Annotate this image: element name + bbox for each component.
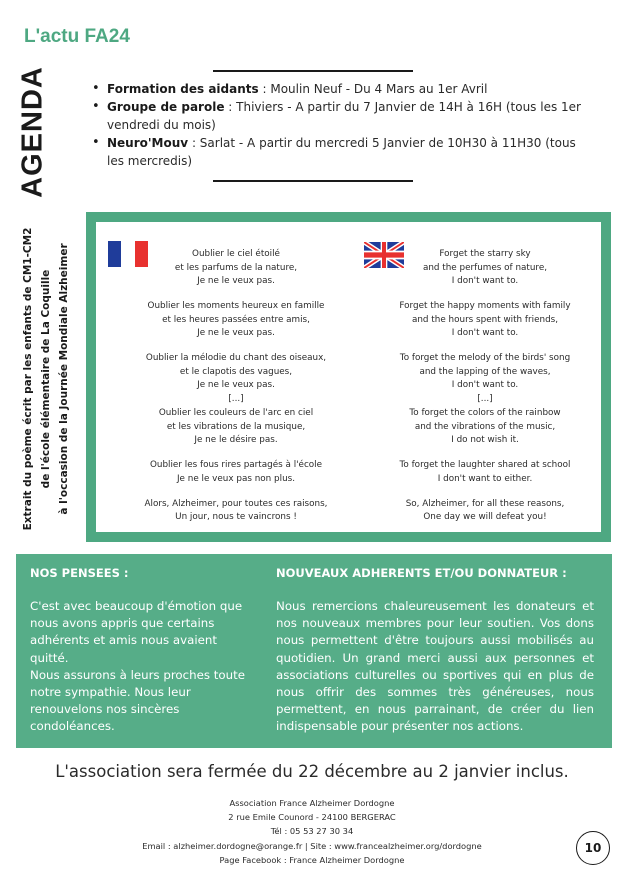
footer-address: 2 rue Emile Counord - 24100 BERGERAC	[228, 812, 396, 823]
agenda-heading-text: AGENDA	[16, 66, 49, 198]
agenda-item-title: Neuro'Mouv	[107, 136, 189, 150]
page-title: L'actu FA24	[24, 26, 130, 47]
poem-line: I don't want to.	[451, 328, 519, 338]
poem-stanza	[382, 498, 588, 525]
poem-line: Je ne le veux pas.	[197, 276, 275, 286]
poem-stanza	[382, 248, 588, 289]
poem-line: So, Alzheimer, for all these reasons,	[405, 498, 565, 509]
poem-line: To forget the laughter shared at school	[399, 460, 571, 470]
poem-stanza	[136, 459, 336, 486]
poem-caption-line: Extrait du poème écrit par les enfants de CM1-CM2	[22, 227, 34, 531]
poem-stanza	[382, 300, 588, 341]
agenda-item-detail: : Moulin Neuf - Du 4 Mars au 1er Avril	[258, 82, 488, 96]
footer	[100, 796, 524, 867]
pensees-paragraph: Nous assurons à leurs proches toute notre sympathie. Nous leur renouvelons nos sincères condoléances.	[30, 667, 245, 734]
pensees-paragraph: C'est avec beaucoup d'émotion que nous avons appris que certains adhérents et amis nous avaient quitté.	[30, 599, 243, 665]
poem-line: Oublier la mélodie du chant des oiseaux,	[145, 353, 327, 363]
poem-line: Oublier le ciel étoilé	[192, 249, 280, 259]
poem-line: To forget the colors of the rainbow	[409, 408, 561, 418]
footer-phone: Tél : 05 53 27 30 34	[270, 826, 354, 837]
poem-line: To forget the melody of the birds' song	[399, 353, 571, 363]
closing-notice: L'association sera fermée du 22 décembre au 2 janvier inclus.	[55, 762, 569, 781]
poem-line: One day we will defeat you!	[423, 512, 547, 522]
poem-box	[96, 222, 601, 532]
poem-line: I do not wish it.	[451, 435, 519, 445]
poem-stanza	[136, 300, 336, 341]
agenda-top-divider	[213, 70, 413, 72]
agenda-item	[92, 80, 592, 98]
pensees-title: NOS PENSEES :	[30, 566, 129, 580]
poem-line: I don't want to.	[451, 380, 519, 390]
poem-stanza	[382, 459, 588, 486]
poem-line: Oublier les couleurs de l'arc en ciel	[158, 408, 314, 418]
footer-association: Association France Alzheimer Dordogne	[229, 798, 395, 808]
poem-line: Forget the happy moments with family	[399, 301, 571, 311]
agenda-item	[92, 98, 592, 134]
news-panel	[16, 554, 612, 748]
agenda-item-detail: : Thiviers - A partir du 7 Janvier de 14H à 16H (tous les 1er vendredi du mois)	[107, 100, 581, 132]
poem-line: and the vibrations of the music,	[414, 421, 556, 432]
poem-line: Je ne le veux pas non plus.	[176, 473, 296, 484]
poem-line: Forget the starry sky	[439, 249, 531, 259]
adherents-text: Nous remercions chaleureusement les donateurs et nos nouveaux membres pour leur soutien. Vos dons nous permettent d'être toujours aussi mobilisés au quotidien. Un grand merci aussi aux personnes et associations culturelles ou sportives qui en plus de nous offrir des sommes très généreuses, nous permettent, en nous parrainant, de créer du lien indispensable pour présenter nos actions.	[276, 599, 594, 734]
poem-line: Oublier les fous rires partagés à l'école	[149, 460, 323, 470]
poem-line: and the hours spent with friends,	[411, 314, 559, 325]
footer-facebook: Page Facebook : France Alzheimer Dordogne	[219, 854, 405, 865]
poem-stanza	[136, 498, 336, 525]
agenda-bottom-divider	[213, 180, 413, 182]
poem-stanza	[382, 352, 588, 406]
poem-stanza	[382, 407, 588, 448]
footer-contact: Email : alzheimer.dordogne@orange.fr | Site : www.francealzheimer.org/dordogne	[142, 840, 482, 851]
poem-line: I don't want to either.	[437, 473, 533, 484]
poem-frame	[86, 212, 611, 542]
poem-line: et les parfums de la nature,	[174, 262, 298, 273]
agenda-list	[92, 80, 592, 170]
agenda-item-title: Groupe de parole	[107, 100, 225, 114]
poem-caption-line: à l'occasion de la Journée Mondiale Alzheimer	[58, 243, 70, 515]
poem-line: Un jour, nous te vaincrons !	[175, 512, 297, 522]
agenda-item	[92, 134, 592, 170]
page-number: 10	[576, 831, 610, 865]
poem-line: and the perfumes of nature,	[422, 262, 548, 273]
adherents-title: NOUVEAUX ADHERENTS ET/OU DONNATEUR :	[276, 566, 567, 580]
poem-caption-line: de l'école élémentaire de La Coquille	[40, 269, 52, 489]
poem-stanza	[136, 248, 336, 289]
poem-line: et les heures passées entre amis,	[162, 314, 310, 325]
poem-line: Oublier les moments heureux en famille	[147, 301, 325, 311]
poem-line: Je ne le veux pas.	[197, 380, 275, 390]
agenda-heading	[10, 66, 56, 198]
poem-french	[136, 248, 336, 536]
poem-line: [...]	[477, 393, 493, 404]
poem-english	[382, 248, 588, 536]
poem-line: and the lapping of the waves,	[419, 366, 551, 377]
poem-caption	[10, 218, 82, 540]
poem-stanza	[136, 407, 336, 448]
agenda-item-title: Formation des aidants	[107, 82, 259, 96]
poem-line: I don't want to.	[451, 276, 519, 286]
pensees-text	[30, 598, 248, 736]
poem-line: Alors, Alzheimer, pour toutes ces raisons,	[144, 498, 328, 509]
poem-line: et le clapotis des vagues,	[179, 366, 293, 377]
poem-line: Je ne le désire pas.	[194, 435, 278, 445]
agenda-item-detail: : Sarlat - A partir du mercredi 5 Janvier de 10H30 à 11H30 (tous les mercredis)	[107, 136, 576, 168]
poem-line: et les vibrations de la musique,	[166, 421, 306, 432]
poem-stanza	[136, 352, 336, 406]
poem-caption-text	[19, 218, 73, 540]
poem-line: [...]	[228, 393, 244, 404]
poem-line: Je ne le veux pas.	[197, 328, 275, 338]
